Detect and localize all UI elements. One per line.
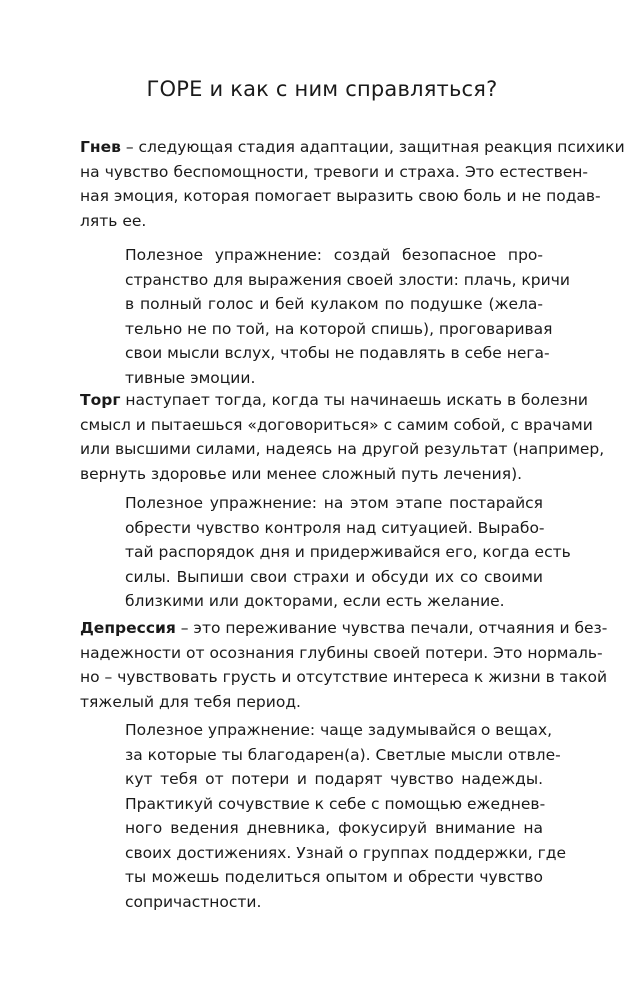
exercise-block-depression: Полезное упражнение: чаще задумывайся о вещах, за которые ты благодарен(а). Светлые мысли отвле- кут тебя от потери и подарят чувство надежды. Практикуй сочувствие к себе с помощью ежеднев- ного ведения дневника, фокусируй внимание на своих достижениях. Узнай о группах поддержки, где ты можешь поделиться опытом и обрести чувство сопричастности. [125, 721, 567, 911]
stage-term: Гнев [80, 138, 121, 156]
stage-term: Депрессия [80, 619, 176, 637]
stage-paragraph-bargaining: Торг наступает тогда, когда ты начинаешь искать в болезни смысл и пытаешься «договориться» с самим собой, с врачами или высшими силами, надеясь на другой результат (например, вернуть здоровье или менее сложный путь лечения). [80, 391, 605, 483]
stage-paragraph-depression: Депрессия – это переживание чувства печали, отчаяния и без- надежности от осознания глубины своей потери. Это нормаль- но – чувствовать грусть и отсутствие интереса к жизни в такой тяжелый для тебя период. [80, 619, 608, 711]
stage-term: Торг [80, 391, 121, 409]
stage-paragraph-anger: Гнев – следующая стадия адаптации, защитная реакция психики на чувство беспомощности, тревоги и страха. Это естествен- ная эмоция, которая помогает выразить свою боль и не подав- лять ее. [80, 138, 625, 230]
exercise-block-bargaining: Полезное упражнение: на этом этапе постарайся обрести чувство контроля над ситуацией. Вырабо- тай распорядок дня и придерживайся его, когда есть силы. Выпиши свои страхи и обсуди их со своими близкими или докторами, если есть желание. [125, 494, 571, 610]
exercise-block-anger: Полезное упражнение: создай безопасное про- странство для выражения своей злости: плачь, кричи в полный голос и бей кулаком по подушке (жела- тельно не по той, на которой спишь), проговаривая свои мысли вслух, чтобы не подавлять в себе нега- тивные эмоции. [125, 246, 570, 387]
page-title: ГОРЕ и как с ним справляться? [146, 77, 498, 101]
